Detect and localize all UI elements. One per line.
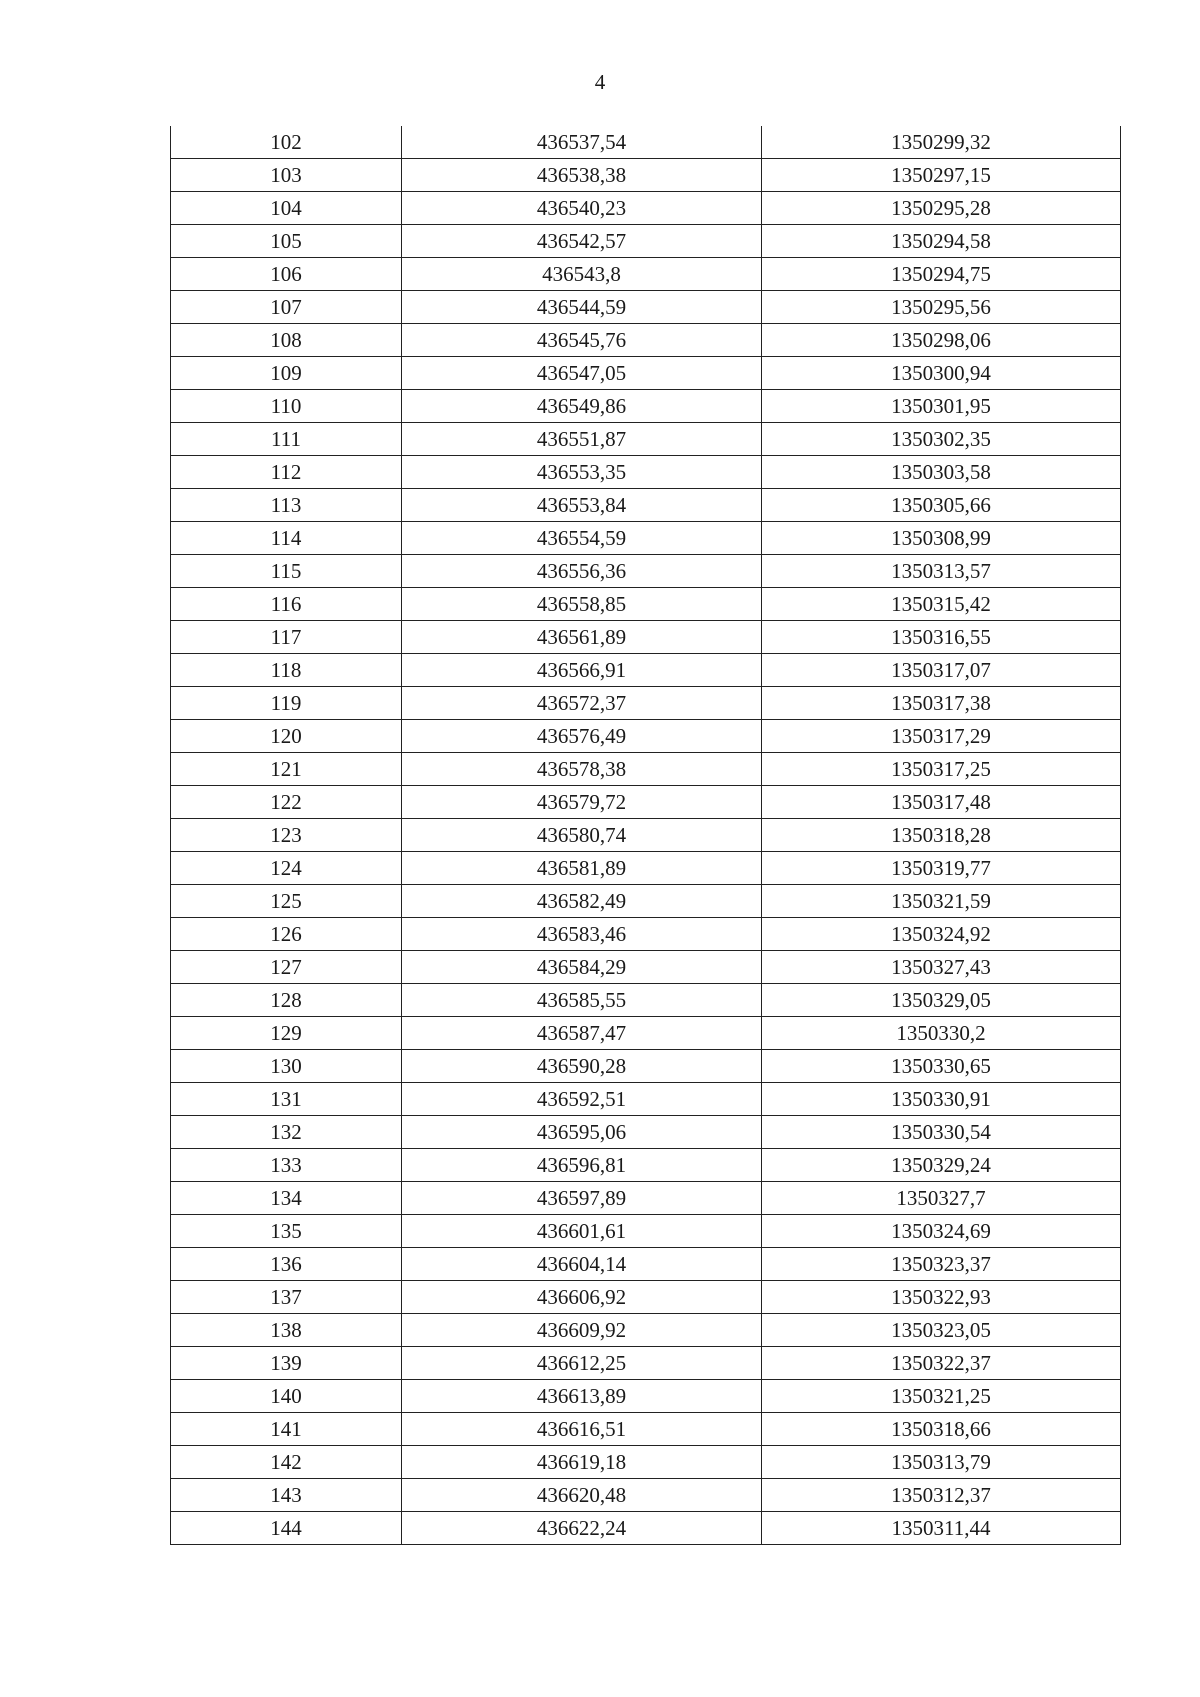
y-coordinate-cell: 1350318,66 xyxy=(762,1413,1121,1446)
y-coordinate-cell: 1350313,57 xyxy=(762,555,1121,588)
table-row xyxy=(171,885,1121,918)
point-number-cell: 109 xyxy=(171,357,402,390)
x-coordinate-cell: 436578,38 xyxy=(402,753,762,786)
x-coordinate-cell: 436537,54 xyxy=(402,126,762,159)
y-coordinate-cell: 1350317,07 xyxy=(762,654,1121,687)
x-coordinate-cell: 436622,24 xyxy=(402,1512,762,1545)
y-coordinate-cell: 1350308,99 xyxy=(762,522,1121,555)
y-coordinate-cell: 1350298,06 xyxy=(762,324,1121,357)
point-number-cell: 144 xyxy=(171,1512,402,1545)
x-coordinate-cell: 436582,49 xyxy=(402,885,762,918)
point-number-cell: 113 xyxy=(171,489,402,522)
table-row xyxy=(171,1281,1121,1314)
table-row xyxy=(171,1182,1121,1215)
y-coordinate-cell: 1350322,93 xyxy=(762,1281,1121,1314)
x-coordinate-cell: 436587,47 xyxy=(402,1017,762,1050)
y-coordinate-cell: 1350324,92 xyxy=(762,918,1121,951)
table-row xyxy=(171,522,1121,555)
x-coordinate-cell: 436547,05 xyxy=(402,357,762,390)
point-number-cell: 125 xyxy=(171,885,402,918)
table-row xyxy=(171,324,1121,357)
page-number: 4 xyxy=(594,70,606,94)
point-number-cell: 143 xyxy=(171,1479,402,1512)
x-coordinate-cell: 436572,37 xyxy=(402,687,762,720)
x-coordinate-cell: 436613,89 xyxy=(402,1380,762,1413)
table-row xyxy=(171,1446,1121,1479)
x-coordinate-cell: 436538,38 xyxy=(402,159,762,192)
point-number-cell: 123 xyxy=(171,819,402,852)
table-row xyxy=(171,192,1121,225)
point-number-cell: 112 xyxy=(171,456,402,489)
x-coordinate-cell: 436601,61 xyxy=(402,1215,762,1248)
table-row xyxy=(171,456,1121,489)
table-row xyxy=(171,1479,1121,1512)
x-coordinate-cell: 436556,36 xyxy=(402,555,762,588)
x-coordinate-cell: 436540,23 xyxy=(402,192,762,225)
x-coordinate-cell: 436544,59 xyxy=(402,291,762,324)
x-coordinate-cell: 436566,91 xyxy=(402,654,762,687)
point-number-cell: 130 xyxy=(171,1050,402,1083)
table-row xyxy=(171,1248,1121,1281)
x-coordinate-cell: 436542,57 xyxy=(402,225,762,258)
y-coordinate-cell: 1350323,37 xyxy=(762,1248,1121,1281)
table-row xyxy=(171,1347,1121,1380)
x-coordinate-cell: 436549,86 xyxy=(402,390,762,423)
point-number-cell: 131 xyxy=(171,1083,402,1116)
table-row xyxy=(171,1017,1121,1050)
y-coordinate-cell: 1350303,58 xyxy=(762,456,1121,489)
table-row xyxy=(171,390,1121,423)
y-coordinate-cell: 1350294,58 xyxy=(762,225,1121,258)
point-number-cell: 120 xyxy=(171,720,402,753)
y-coordinate-cell: 1350305,66 xyxy=(762,489,1121,522)
point-number-cell: 129 xyxy=(171,1017,402,1050)
table-row xyxy=(171,225,1121,258)
point-number-cell: 133 xyxy=(171,1149,402,1182)
x-coordinate-cell: 436604,14 xyxy=(402,1248,762,1281)
y-coordinate-cell: 1350295,28 xyxy=(762,192,1121,225)
x-coordinate-cell: 436592,51 xyxy=(402,1083,762,1116)
x-coordinate-cell: 436584,29 xyxy=(402,951,762,984)
table-row xyxy=(171,423,1121,456)
y-coordinate-cell: 1350300,94 xyxy=(762,357,1121,390)
table-row xyxy=(171,819,1121,852)
point-number-cell: 115 xyxy=(171,555,402,588)
table-row xyxy=(171,786,1121,819)
point-number-cell: 119 xyxy=(171,687,402,720)
table-row xyxy=(171,1116,1121,1149)
table-row xyxy=(171,852,1121,885)
point-number-cell: 127 xyxy=(171,951,402,984)
x-coordinate-cell: 436616,51 xyxy=(402,1413,762,1446)
x-coordinate-cell: 436583,46 xyxy=(402,918,762,951)
y-coordinate-cell: 1350329,24 xyxy=(762,1149,1121,1182)
point-number-cell: 117 xyxy=(171,621,402,654)
x-coordinate-cell: 436606,92 xyxy=(402,1281,762,1314)
table-row xyxy=(171,918,1121,951)
y-coordinate-cell: 1350301,95 xyxy=(762,390,1121,423)
x-coordinate-cell: 436576,49 xyxy=(402,720,762,753)
point-number-cell: 132 xyxy=(171,1116,402,1149)
table-row xyxy=(171,753,1121,786)
point-number-cell: 135 xyxy=(171,1215,402,1248)
x-coordinate-cell: 436597,89 xyxy=(402,1182,762,1215)
table-row xyxy=(171,126,1121,159)
y-coordinate-cell: 1350299,32 xyxy=(762,126,1121,159)
point-number-cell: 107 xyxy=(171,291,402,324)
point-number-cell: 110 xyxy=(171,390,402,423)
point-number-cell: 121 xyxy=(171,753,402,786)
x-coordinate-cell: 436585,55 xyxy=(402,984,762,1017)
y-coordinate-cell: 1350321,59 xyxy=(762,885,1121,918)
point-number-cell: 118 xyxy=(171,654,402,687)
y-coordinate-cell: 1350311,44 xyxy=(762,1512,1121,1545)
x-coordinate-cell: 436553,35 xyxy=(402,456,762,489)
y-coordinate-cell: 1350316,55 xyxy=(762,621,1121,654)
table-row xyxy=(171,654,1121,687)
y-coordinate-cell: 1350327,43 xyxy=(762,951,1121,984)
table-row xyxy=(171,1512,1121,1545)
table-row xyxy=(171,159,1121,192)
point-number-cell: 114 xyxy=(171,522,402,555)
x-coordinate-cell: 436581,89 xyxy=(402,852,762,885)
point-number-cell: 140 xyxy=(171,1380,402,1413)
point-number-cell: 137 xyxy=(171,1281,402,1314)
x-coordinate-cell: 436579,72 xyxy=(402,786,762,819)
y-coordinate-cell: 1350330,2 xyxy=(762,1017,1121,1050)
table-row xyxy=(171,555,1121,588)
point-number-cell: 108 xyxy=(171,324,402,357)
x-coordinate-cell: 436561,89 xyxy=(402,621,762,654)
y-coordinate-cell: 1350297,15 xyxy=(762,159,1121,192)
y-coordinate-cell: 1350329,05 xyxy=(762,984,1121,1017)
point-number-cell: 139 xyxy=(171,1347,402,1380)
y-coordinate-cell: 1350324,69 xyxy=(762,1215,1121,1248)
point-number-cell: 128 xyxy=(171,984,402,1017)
table-row xyxy=(171,1149,1121,1182)
y-coordinate-cell: 1350294,75 xyxy=(762,258,1121,291)
y-coordinate-cell: 1350322,37 xyxy=(762,1347,1121,1380)
y-coordinate-cell: 1350313,79 xyxy=(762,1446,1121,1479)
x-coordinate-cell: 436554,59 xyxy=(402,522,762,555)
y-coordinate-cell: 1350317,25 xyxy=(762,753,1121,786)
point-number-cell: 103 xyxy=(171,159,402,192)
table-row xyxy=(171,1050,1121,1083)
y-coordinate-cell: 1350318,28 xyxy=(762,819,1121,852)
point-number-cell: 142 xyxy=(171,1446,402,1479)
table-row xyxy=(171,1215,1121,1248)
x-coordinate-cell: 436553,84 xyxy=(402,489,762,522)
y-coordinate-cell: 1350327,7 xyxy=(762,1182,1121,1215)
table-row xyxy=(171,720,1121,753)
x-coordinate-cell: 436595,06 xyxy=(402,1116,762,1149)
table-row xyxy=(171,291,1121,324)
x-coordinate-cell: 436558,85 xyxy=(402,588,762,621)
y-coordinate-cell: 1350323,05 xyxy=(762,1314,1121,1347)
x-coordinate-cell: 436620,48 xyxy=(402,1479,762,1512)
point-number-cell: 124 xyxy=(171,852,402,885)
y-coordinate-cell: 1350317,48 xyxy=(762,786,1121,819)
table-row xyxy=(171,1380,1121,1413)
table-row xyxy=(171,984,1121,1017)
y-coordinate-cell: 1350319,77 xyxy=(762,852,1121,885)
x-coordinate-cell: 436619,18 xyxy=(402,1446,762,1479)
point-number-cell: 126 xyxy=(171,918,402,951)
x-coordinate-cell: 436609,92 xyxy=(402,1314,762,1347)
table-row xyxy=(171,489,1121,522)
table-row xyxy=(171,588,1121,621)
y-coordinate-cell: 1350317,38 xyxy=(762,687,1121,720)
point-number-cell: 141 xyxy=(171,1413,402,1446)
table-row xyxy=(171,951,1121,984)
table-row xyxy=(171,1083,1121,1116)
point-number-cell: 134 xyxy=(171,1182,402,1215)
point-number-cell: 122 xyxy=(171,786,402,819)
x-coordinate-cell: 436551,87 xyxy=(402,423,762,456)
point-number-cell: 105 xyxy=(171,225,402,258)
y-coordinate-cell: 1350312,37 xyxy=(762,1479,1121,1512)
y-coordinate-cell: 1350330,91 xyxy=(762,1083,1121,1116)
y-coordinate-cell: 1350321,25 xyxy=(762,1380,1121,1413)
y-coordinate-cell: 1350330,54 xyxy=(762,1116,1121,1149)
x-coordinate-cell: 436545,76 xyxy=(402,324,762,357)
x-coordinate-cell: 436596,81 xyxy=(402,1149,762,1182)
table-row xyxy=(171,357,1121,390)
point-number-cell: 116 xyxy=(171,588,402,621)
point-number-cell: 111 xyxy=(171,423,402,456)
x-coordinate-cell: 436580,74 xyxy=(402,819,762,852)
table-row xyxy=(171,621,1121,654)
coordinates-table-body xyxy=(171,126,1121,1545)
point-number-cell: 102 xyxy=(171,126,402,159)
x-coordinate-cell: 436612,25 xyxy=(402,1347,762,1380)
point-number-cell: 138 xyxy=(171,1314,402,1347)
table-row xyxy=(171,1314,1121,1347)
point-number-cell: 136 xyxy=(171,1248,402,1281)
coordinates-table xyxy=(170,126,1121,1545)
table-row xyxy=(171,687,1121,720)
point-number-cell: 104 xyxy=(171,192,402,225)
table-row xyxy=(171,1413,1121,1446)
table-row xyxy=(171,258,1121,291)
x-coordinate-cell: 436590,28 xyxy=(402,1050,762,1083)
point-number-cell: 106 xyxy=(171,258,402,291)
y-coordinate-cell: 1350295,56 xyxy=(762,291,1121,324)
y-coordinate-cell: 1350330,65 xyxy=(762,1050,1121,1083)
y-coordinate-cell: 1350315,42 xyxy=(762,588,1121,621)
y-coordinate-cell: 1350317,29 xyxy=(762,720,1121,753)
y-coordinate-cell: 1350302,35 xyxy=(762,423,1121,456)
x-coordinate-cell: 436543,8 xyxy=(402,258,762,291)
